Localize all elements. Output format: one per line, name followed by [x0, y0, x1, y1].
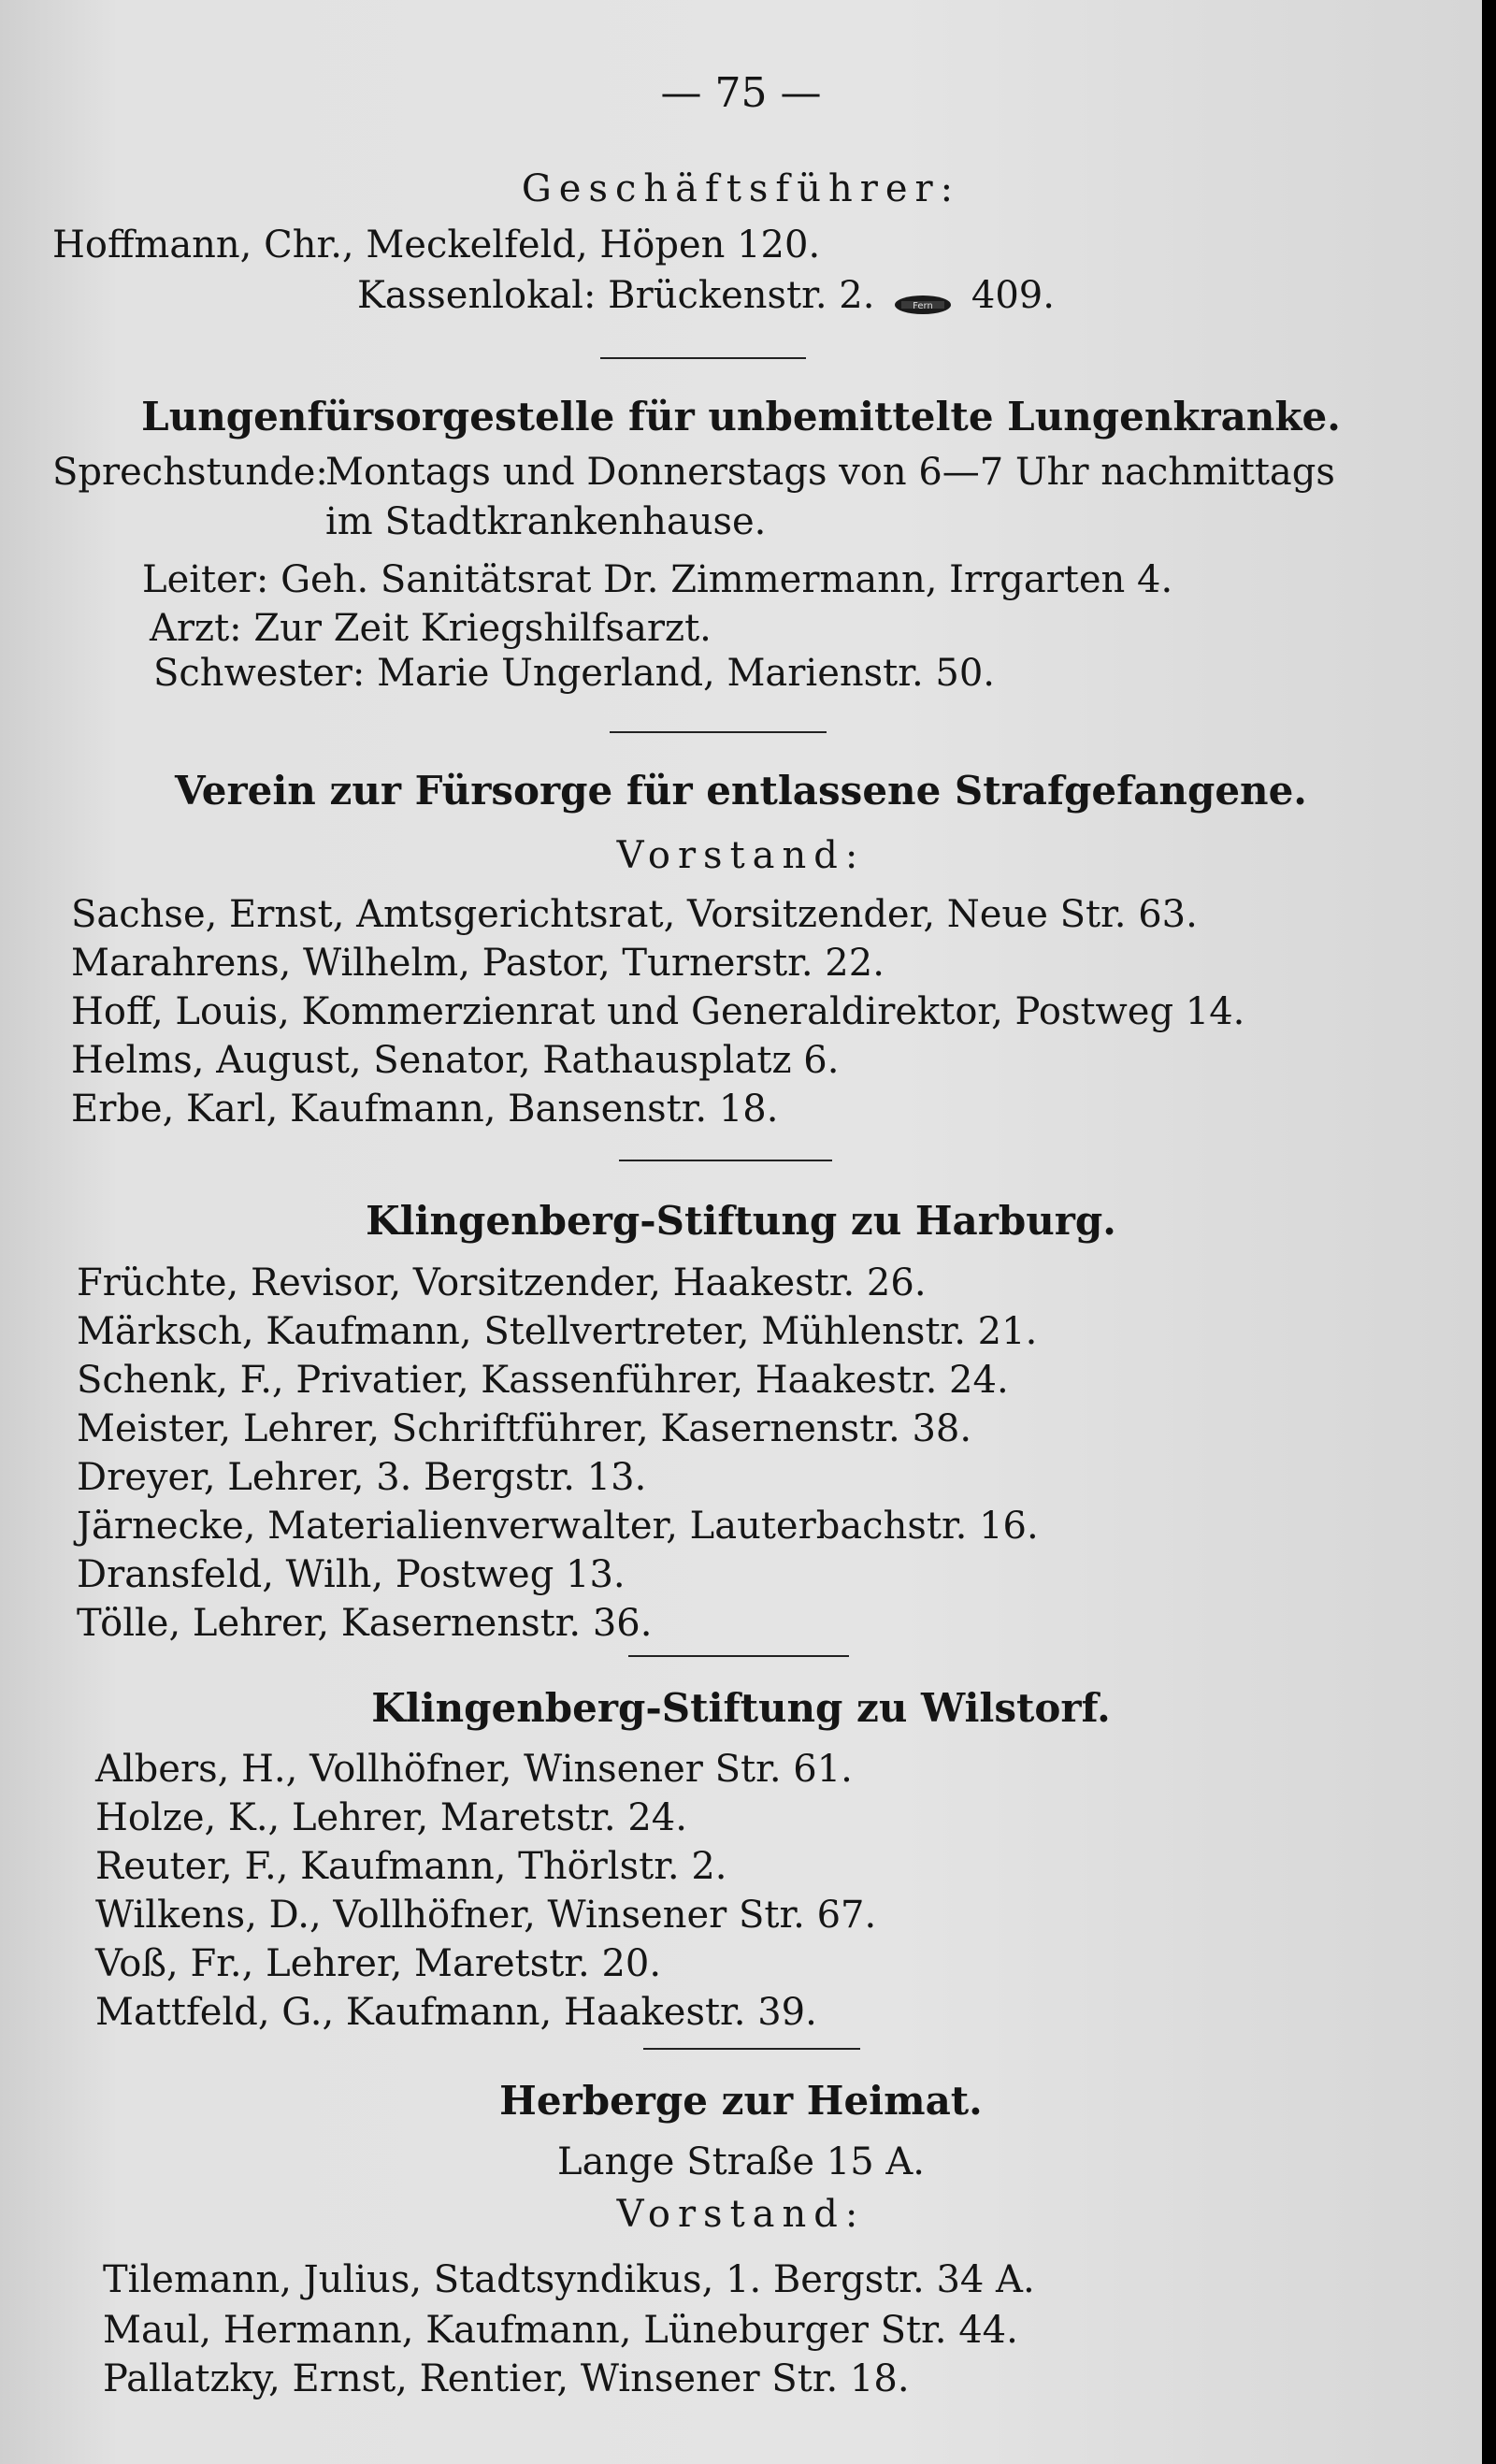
list-item: Holze, K., Lehrer, Maretstr. 24. — [95, 1796, 687, 1839]
page-number: — 75 — — [660, 69, 822, 117]
list-item: Märksch, Kaufmann, Stellvertreter, Mühlenstr. 21. — [77, 1310, 1038, 1353]
list-item: Maul, Hermann, Kaufmann, Lüneburger Str. 44. — [103, 2309, 1018, 2352]
section-title-klingenberg-wilstorf: Klingenberg-Stiftung zu Wilstorf. — [371, 1685, 1111, 1731]
section-title-verein: Verein zur Fürsorge für entlassene Strafgefangene. — [175, 768, 1307, 814]
list-item: Tölle, Lehrer, Kasernenstr. 36. — [77, 1602, 653, 1645]
section-title-lungen: Lungenfürsorgestelle für unbemittelte Lungenkranke. — [141, 394, 1341, 439]
list-item: Albers, H., Vollhöfner, Winsener Str. 61. — [95, 1748, 853, 1791]
leader-entry: Leiter: Geh. Sanitätsrat Dr. Zimmermann, Irrgarten 4. — [142, 558, 1173, 601]
office-label: Kassenlokal: — [357, 274, 597, 317]
list-item: Hoff, Louis, Kommerzienrat und Generaldirektor, Postweg 14. — [71, 990, 1245, 1033]
divider — [600, 357, 806, 359]
divider — [610, 731, 827, 733]
list-item: Reuter, F., Kaufmann, Thörlstr. 2. — [95, 1845, 727, 1888]
board-heading-verein: Vorstand: — [616, 834, 866, 877]
section-title-herberge: Herberge zur Heimat. — [499, 2078, 983, 2124]
list-item: Sachse, Ernst, Amtsgerichtsrat, Vorsitzender, Neue Str. 63. — [71, 893, 1198, 936]
list-item: Mattfeld, G., Kaufmann, Haakestr. 39. — [95, 1991, 817, 2034]
nurse-entry: Schwester: Marie Ungerland, Marienstr. 50. — [153, 652, 995, 695]
divider — [619, 1160, 832, 1161]
list-item: Dransfeld, Wilh, Postweg 13. — [77, 1553, 626, 1596]
herberge-address: Lange Straße 15 A. — [557, 2140, 925, 2183]
board-heading-herberge: Vorstand: — [616, 2193, 866, 2236]
list-item: Järnecke, Materialienverwalter, Lauterbachstr. 16. — [77, 1505, 1039, 1548]
telephone-icon — [892, 286, 954, 310]
list-item: Dreyer, Lehrer, 3. Bergstr. 13. — [77, 1456, 647, 1499]
consultation-label: Sprechstunde: — [52, 451, 328, 494]
list-item: Tilemann, Julius, Stadtsyndikus, 1. Bergstr. 34 A. — [103, 2258, 1035, 2301]
office-address: Brückenstr. 2. — [608, 274, 875, 317]
list-item: Erbe, Karl, Kaufmann, Bansenstr. 18. — [71, 1088, 779, 1131]
svg-text:Fern: Fern — [913, 301, 933, 311]
list-item: Helms, August, Senator, Rathausplatz 6. — [71, 1039, 840, 1082]
phone-number: 409. — [971, 274, 1055, 317]
divider — [643, 2048, 860, 2050]
list-item: Pallatzky, Ernst, Rentier, Winsener Str. 18. — [103, 2357, 910, 2400]
list-item: Marahrens, Wilhelm, Pastor, Turnerstr. 22. — [71, 942, 885, 985]
manager-entry: Hoffmann, Chr., Meckelfeld, Höpen 120. — [52, 223, 821, 267]
list-item: Meister, Lehrer, Schriftführer, Kasernenstr. 38. — [77, 1407, 972, 1450]
consultation-place: im Stadtkrankenhause. — [325, 500, 767, 543]
list-item: Voß, Fr., Lehrer, Maretstr. 20. — [95, 1942, 662, 1985]
list-item: Wilkens, D., Vollhöfner, Winsener Str. 67. — [95, 1894, 877, 1937]
section-title-klingenberg-harburg: Klingenberg-Stiftung zu Harburg. — [366, 1198, 1116, 1244]
doctor-entry: Arzt: Zur Zeit Kriegshilfsarzt. — [150, 607, 712, 650]
consultation-text: Montags und Donnerstags von 6—7 Uhr nachmittags — [325, 451, 1335, 494]
list-item: Schenk, F., Privatier, Kassenführer, Haakestr. 24. — [77, 1359, 1009, 1402]
divider — [628, 1655, 849, 1657]
office-line — [357, 274, 1055, 317]
section-heading-geschaeftsfuehrer: Geschäftsführer: — [521, 167, 961, 210]
list-item: Früchte, Revisor, Vorsitzender, Haakestr. 26. — [77, 1261, 927, 1304]
